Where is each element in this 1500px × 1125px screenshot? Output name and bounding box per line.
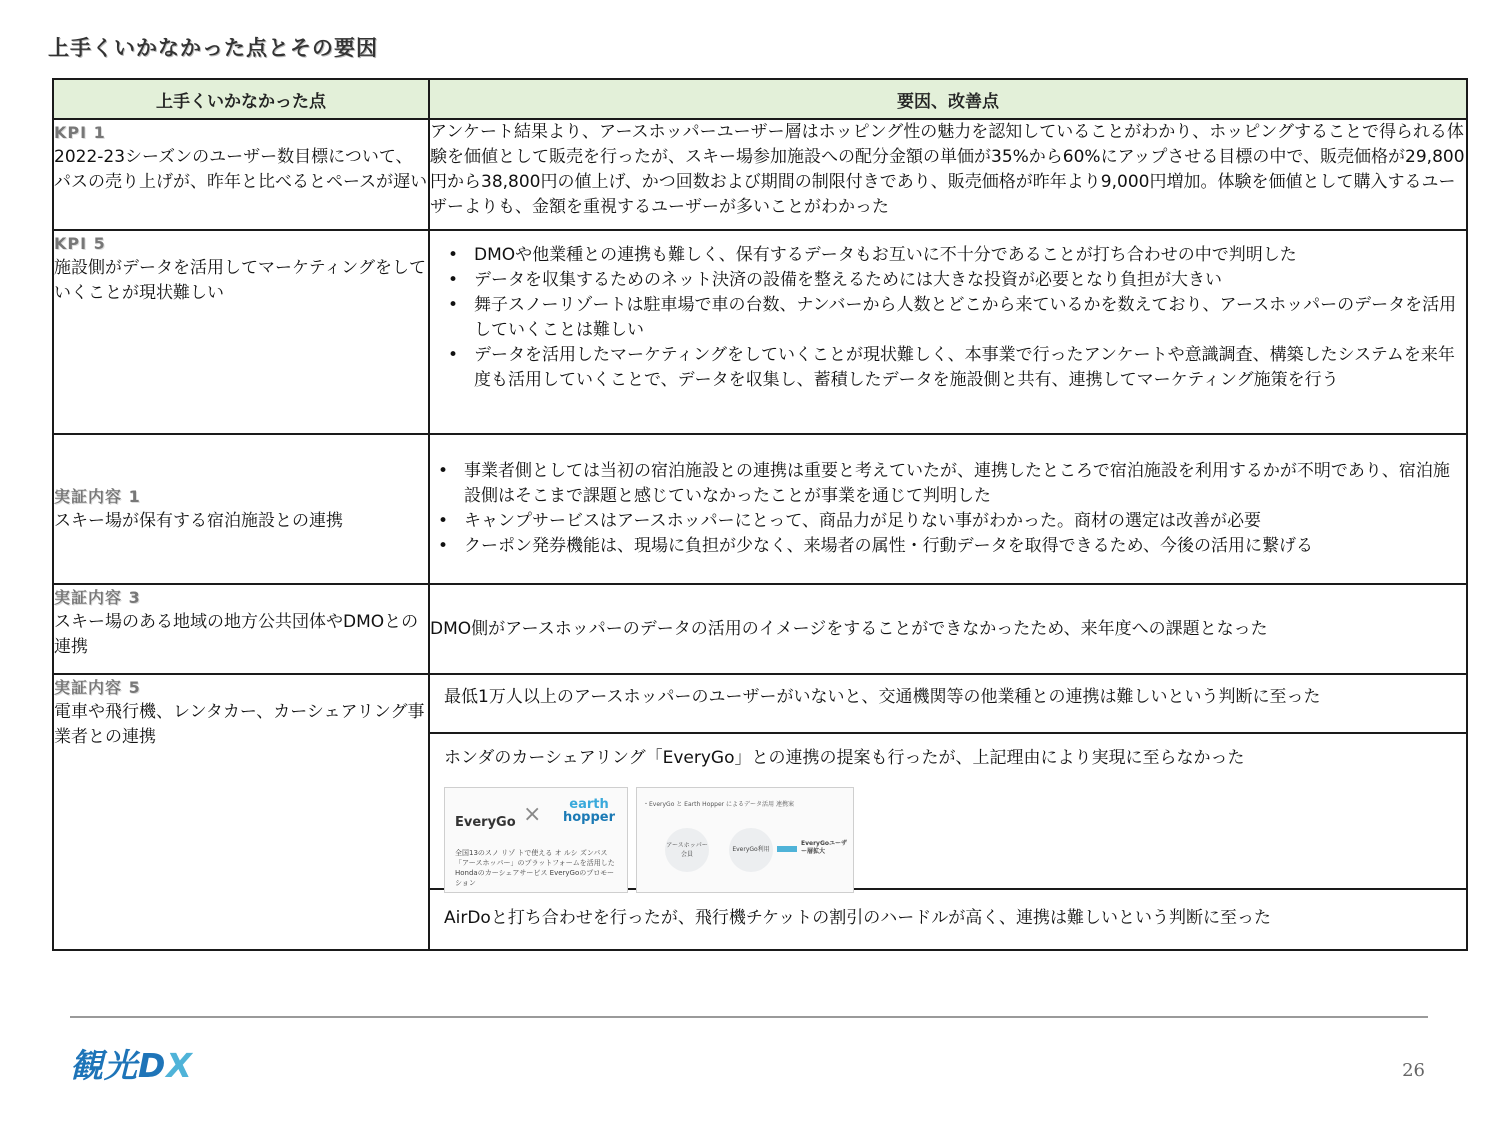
issue-cell [53, 674, 429, 950]
row-tag: 実証内容 5 [54, 678, 141, 697]
page-title: 上手くいかなかった点とその要因 [48, 36, 378, 60]
issue-cell [53, 434, 429, 584]
everygo-slide-thumbnail [444, 787, 628, 893]
issue-cell [53, 584, 429, 674]
row-tag: 実証内容 1 [54, 487, 141, 506]
cause-cell [429, 119, 1467, 230]
slide-thumbnails [444, 787, 1452, 893]
row-tag: KPI 1 [54, 123, 106, 142]
header-cause: 要因、改善点 [429, 79, 1467, 119]
cause-cell [429, 674, 1467, 950]
issue-text: 施設側がデータを活用してマーケティングをしていくことが現状難しい [54, 258, 426, 303]
cause-cell [429, 434, 1467, 584]
issues-table [52, 78, 1468, 951]
earthhopper-logo [563, 798, 615, 824]
cause-text: ホンダのカーシェアリング「EveryGo」との連携の提案も行ったが、上記理由により実現に至らなかった [444, 748, 1245, 768]
list-item: • キャンプサービスはアースホッパーにとって、商品力が足りない事がわかった。商材の選定は改善が必要 [438, 509, 1466, 534]
issue-cell [53, 230, 429, 434]
list-item: • DMOや他業種との連携も難しく、保有するデータもお互いに不十分であることが打ち合わせの中で判明した [448, 243, 1466, 268]
cause-text: DMO側がアースホッパーのデータの活用のイメージをすることができなかったため、来年度への課題となった [430, 618, 1268, 639]
hopper-text: hopper [563, 810, 616, 825]
earth-text: earth [569, 797, 609, 812]
row-tag: 実証内容 3 [54, 588, 141, 607]
table-row [53, 584, 1467, 674]
slide-caption: 全国13のスノ リゾ トで使える オ ルシ ズンパス「アースホッパー」のプラットフォームを活用した Hondaのカーシェアサービス EveryGoのプロモーション [455, 849, 615, 887]
cause-text: 最低1万人以上のアースホッパーのユーザーがいないと、交通機関等の他業種との連携は難しいという判断に至った [444, 687, 1321, 707]
cause-list [430, 243, 1466, 393]
issue-text: 電車や飛行機、レンタカー、カーシェアリング事業者との連携 [54, 702, 425, 747]
logo-main-text: 観光D [70, 1046, 167, 1085]
sub-cause-1 [430, 675, 1466, 734]
cause-text: AirDoと打ち合わせを行ったが、飛行機チケットの割引のハードルが高く、連携は難しいという判断に至った [444, 908, 1271, 928]
cause-cell [429, 584, 1467, 674]
list-item: • データを活用したマーケティングをしていくことが現状難しく、本事業で行ったアンケートや意識調査、構築したシステムを来年度も活用していくことで、データを収集し、蓄積したデータを施設側と共有、連携してマーケティング施策を行う [448, 343, 1466, 393]
table-row [53, 230, 1467, 434]
kanko-dx-logo [70, 1040, 193, 1087]
table-row [53, 674, 1467, 950]
table-header-row [53, 79, 1467, 119]
cause-text: アンケート結果より、アースホッパーユーザー層はホッピング性の魅力を認知していることがわかり、ホッピングすることで得られる体験を価値として販売を行ったが、スキー場参加施設への配分金額の単価が35%から60%にアップさせる目標の中で、販売価格が29,800円から38,800円の値上げ、かつ回数および期間の制限付きであり、販売価格が昨年より9,000円増加。体験を価値として購入するユーザーよりも、金額を重視するユーザーが多いことがわかった [430, 122, 1465, 217]
footer-divider [70, 1016, 1428, 1018]
list-item: • 事業者側としては当初の宿泊施設との連携は重要と考えていたが、連携したところで宿泊施設を利用するかが不明であり、宿泊施設側はそこまで課題と感じていなかったことが事業を通じて判明した [438, 459, 1466, 509]
logo-x-text: X [166, 1046, 193, 1085]
everygo-logo: EveryGo [455, 815, 516, 830]
slide-heading: ・EveryGo と Earth Hopper によるデータ活用 連携案 [643, 801, 794, 808]
issue-text: 2022-23シーズンのユーザー数目標について、パスの売り上げが、昨年と比べるとペースが遅い [54, 147, 428, 192]
page-number: 26 [1402, 1060, 1425, 1081]
table-row [53, 119, 1467, 230]
arrow-right-icon [777, 846, 797, 852]
table-row [53, 434, 1467, 584]
list-item: • クーポン発券機能は、現場に負担が少なく、来場者の属性・行動データを取得できるため、今後の活用に繋げる [438, 534, 1466, 559]
list-item: • データを収集するためのネット決済の設備を整えるためには大きな投資が必要となり負担が大きい [448, 268, 1466, 293]
sub-cause-3 [430, 890, 1466, 949]
cross-icon: × [523, 802, 542, 827]
issue-text: スキー場のある地域の地方公共団体やDMOとの連携 [54, 612, 419, 657]
cause-cell [429, 230, 1467, 434]
header-issue: 上手くいかなかった点 [53, 79, 429, 119]
cause-list [430, 459, 1466, 559]
collaboration-slide-thumbnail [636, 787, 854, 893]
row-tag: KPI 5 [54, 234, 106, 253]
issue-cell [53, 119, 429, 230]
bubble-expand: EveryGoユーザー層拡大 [801, 840, 847, 855]
bubble-usage: EveryGo利用 [729, 828, 773, 872]
list-item: • 舞子スノーリゾートは駐車場で車の台数、ナンバーから人数とどこから来ているかを数えており、アースホッパーのデータを活用していくことは難しい [448, 293, 1466, 343]
issue-text: スキー場が保有する宿泊施設との連携 [54, 511, 343, 531]
bubble-members: アースホッパー会員 [665, 828, 709, 872]
sub-cause-2 [430, 734, 1466, 890]
